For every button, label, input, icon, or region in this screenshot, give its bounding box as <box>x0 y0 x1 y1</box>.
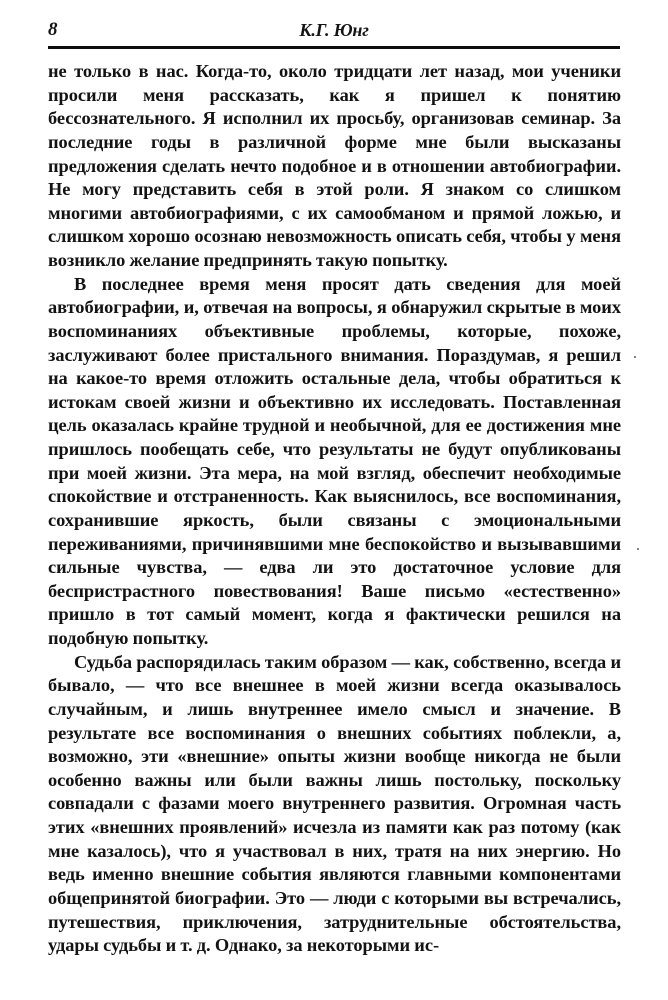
scan-speck <box>634 356 636 358</box>
running-head-title: К.Г. Юнг <box>299 20 369 40</box>
running-head <box>48 18 620 44</box>
scan-speck <box>637 548 639 550</box>
paragraph-1: не только в нас. Когда-то, около тридцати лет назад, мои ученики просили меня рассказать, как я пришел к понятию бессознательного. Я исполнил их просьбу, организовав семинар. За последние годы в различной форме мне были высказаны предложения сделать нечто подобное и в отношении автобиографии. Не могу представить себя в этой роли. Я знаком со слишком многими автобиографиями, с их самообманом и прямой ложью, и слишком хорошо осознаю невозможность описать себя, чтобы у меня возникло желание предпринять такую попытку. <box>48 61 621 270</box>
paragraph-3: Судьба распорядилась таким образом — как, собственно, всегда и бывало, — что все внешнее в моей жизни всегда оказывалось случайным, и лишь внутреннее имело смысл и значение. В результате все воспоминания о внешних событиях поблекли, а, возможно, эти «внешние» опыты жизни вообще никогда не были особенно важны или были важны лишь постольку, поскольку совпадали с фазами моего внутреннего развития. Огромная часть этих «внешних проявлений» исчезла из памяти как раз потому (как мне казалось), что я участвовал в них, тратя на них энергию. Но ведь именно внешние события являются главными компонентами общепринятой биографии. Это — люди с которыми вы встречались, путешествия, приключения, затруднительные обстоятельства, удары судьбы и т. д. Однако, за некоторыми ис- <box>48 651 621 956</box>
header-rule <box>48 46 620 49</box>
paragraph-2: В последнее время меня просят дать сведения для моей автобиографии, и, отвечая на вопросы, я обнаружил скрытые в моих воспоминаниях объективные проблемы, которые, похоже, заслуживают более пристального внимания. Пораздумав, я решил на какое-то время отложить остальные дела, чтобы обратиться к истокам своей жизни и объективно их исследовать. Поставленная цель оказалась крайне трудной и необычной, для ее достижения мне пришлось пообещать себе, что результаты не будут опубликованы при моей жизни. Эта мера, на мой взгляд, обеспечит необходимые спокойствие и отстраненность. Как выяснилось, все воспоминания, сохранившие яркость, были связаны с эмоциональными переживаниями, причинявшими мне беспокойство и вызывавшими сильные чувства, — едва ли это достаточное условие для беспристрастного повествования! Ваше письмо «естественно» пришло в тот самый момент, когда я фактически решился на подобную попытку. <box>48 273 621 648</box>
page-number: 8 <box>48 19 58 40</box>
body-text-block <box>48 60 621 958</box>
